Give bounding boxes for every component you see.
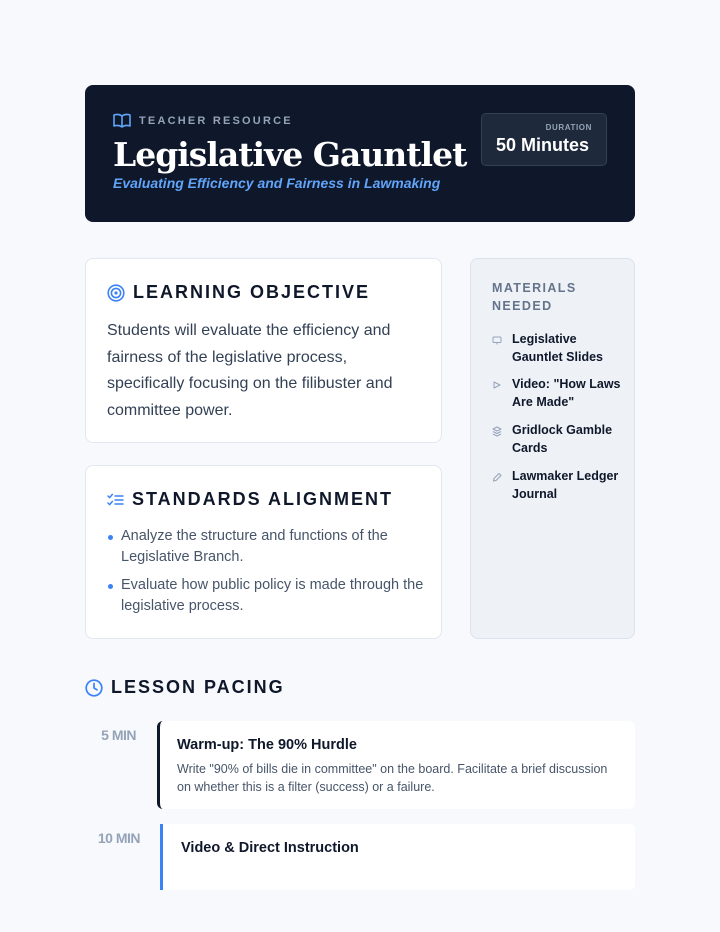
pacing-time: 5 MIN [101, 727, 136, 743]
pacing-item-video [160, 824, 635, 890]
material-label: Gridlock Gamble Cards [512, 423, 613, 455]
learning-objective-card [85, 258, 442, 443]
target-icon [107, 284, 125, 302]
book-icon [113, 113, 131, 128]
material-item [492, 330, 624, 366]
material-item [492, 375, 624, 411]
pacing-description: Write "90% of bills die in committee" on the board. Facilitate a brief discussion on whether this is a filter (success) or a failure. [177, 762, 608, 794]
pacing-item-warmup [157, 721, 635, 809]
duration-badge [481, 113, 607, 166]
material-label: Video: "How Laws Are Made" [512, 377, 621, 409]
presentation-icon [492, 334, 502, 346]
learning-objective-text: Students will evaluate the efficiency and fairness of the legislative process, specifically focusing on the filibuster and committee power. [107, 322, 393, 419]
lesson-header [85, 85, 635, 222]
pencil-icon [492, 471, 502, 483]
eyebrow-label: TEACHER RESOURCE [139, 114, 293, 127]
standards-list [107, 526, 427, 624]
checklist-icon [107, 493, 124, 507]
page-title: Legislative Gauntlet [113, 135, 467, 174]
standards-title: STANDARDS ALIGNMENT [132, 489, 393, 509]
duration-label: DURATION [545, 123, 592, 132]
materials-panel [470, 258, 635, 639]
pacing-title: Video & Direct Instruction [181, 840, 359, 856]
clock-icon [85, 679, 103, 697]
standards-heading [107, 489, 393, 510]
list-item: Evaluate how public policy is made through the legislative process. [107, 575, 427, 617]
duration-value: 50 Minutes [496, 135, 590, 155]
list-item: Analyze the structure and functions of the Legislative Branch. [107, 526, 427, 568]
lesson-pacing-title: LESSON PACING [111, 677, 285, 697]
material-item [492, 467, 624, 503]
lesson-pacing-heading [85, 677, 285, 698]
material-label: Lawmaker Ledger Journal [512, 469, 619, 501]
eyebrow [113, 113, 293, 128]
layers-icon [492, 425, 502, 437]
page-subtitle: Evaluating Efficiency and Fairness in Lawmaking [113, 175, 441, 191]
material-label: Legislative Gauntlet Slides [512, 332, 603, 364]
learning-objective-title: LEARNING OBJECTIVE [133, 282, 371, 302]
material-item [492, 421, 624, 457]
learning-objective-heading [107, 282, 370, 303]
pacing-time: 10 MIN [97, 830, 140, 846]
standards-card [85, 465, 442, 639]
pacing-title: Warm-up: The 90% Hurdle [177, 737, 357, 753]
materials-heading: MATERIALS NEEDED [492, 281, 577, 313]
play-icon [492, 379, 502, 391]
